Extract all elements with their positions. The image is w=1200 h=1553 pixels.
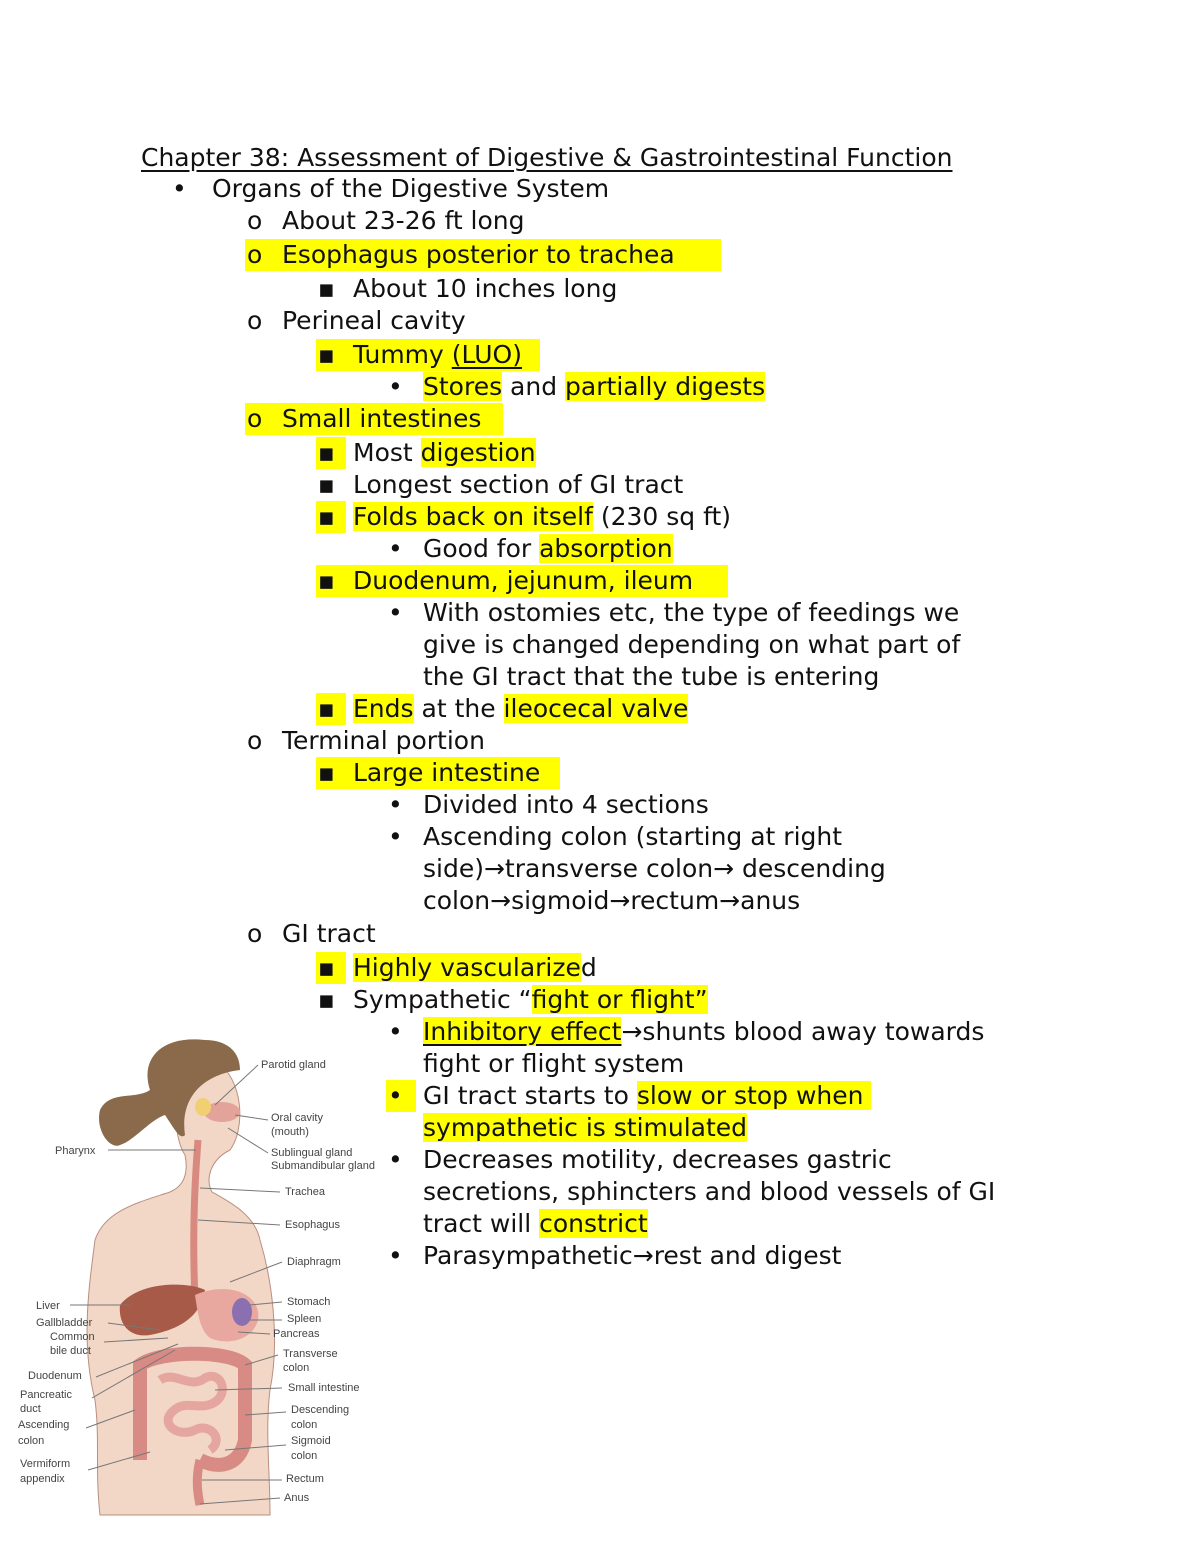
outline-item-tummy [353, 339, 522, 371]
stores-text: Stores [423, 372, 503, 401]
label-gallbladder: Gallbladder [36, 1317, 93, 1329]
ileocecal-text: ileocecal valve [503, 694, 689, 723]
label-transverse-colon: colon [283, 1362, 310, 1374]
outline-item-longest: Longest section of GI tract [353, 470, 684, 499]
outline-item-organs: Organs of the Digestive System [212, 174, 610, 203]
bullet-circle: o [247, 919, 263, 948]
outline-item-ostomies-line3: the GI tract that the tube is entering [423, 662, 880, 691]
label-descending-colon: colon [291, 1419, 318, 1431]
bullet-round: • [388, 534, 403, 563]
outline-item-small-intestines: Small intestines [282, 404, 482, 433]
outline-item-ascending-line1: Ascending colon (starting at right [423, 822, 843, 851]
outline-item-decreases-line2: secretions, sphincters and blood vessels of GI [423, 1177, 996, 1206]
label-oral-cavity: Oral cavity [271, 1112, 323, 1124]
bullet-circle: o [247, 240, 263, 269]
bullet-circle: o [247, 206, 263, 235]
outline-item-terminal: Terminal portion [282, 726, 485, 755]
label-ascending-colon: colon [18, 1435, 45, 1447]
outline-item-large-intestine: Large intestine [353, 758, 541, 787]
label-sigmoid-colon: colon [291, 1450, 318, 1462]
bullet-round: • [388, 790, 403, 819]
bullet-square: ▪ [318, 502, 335, 531]
tract-will-text: tract will [423, 1209, 540, 1238]
outline-item-slow-line2 [423, 1112, 747, 1144]
bullet-square: ▪ [318, 438, 335, 467]
sympathetic-stimulated-text: sympathetic is stimulated [423, 1113, 748, 1142]
label-trachea: Trachea [285, 1186, 325, 1198]
sympathetic-text: Sympathetic “ [353, 985, 532, 1014]
bullet-square: ▪ [318, 985, 335, 1014]
inhibitory-effect-text: Inhibitory effect [423, 1017, 622, 1046]
outline-item-inhibitory-line2: fight or flight system [423, 1049, 685, 1078]
outline-item-inhibitory-line1 [423, 1016, 984, 1048]
label-mouth: (mouth) [271, 1126, 309, 1138]
outline-item-slow-line1 [423, 1080, 871, 1112]
bullet-circle: o [247, 726, 263, 755]
label-parotid-gland: Parotid gland [261, 1059, 326, 1071]
fight-or-flight-text: fight or flight” [531, 985, 708, 1014]
bullet-square: ▪ [318, 953, 335, 982]
label-sigmoid: Sigmoid [291, 1435, 331, 1447]
outline-item-folds [353, 501, 731, 533]
tummy-luo: (LUO) [451, 340, 522, 369]
bullet-round: • [388, 372, 403, 401]
label-liver: Liver [36, 1300, 60, 1312]
tummy-text: Tummy [353, 340, 444, 369]
good-for-text: Good for [423, 534, 540, 563]
label-spleen: Spleen [287, 1313, 322, 1325]
outline-item-perineal: Perineal cavity [282, 306, 466, 335]
label-pancreatic-duct: duct [20, 1403, 41, 1415]
outline-item-duodenum: Duodenum, jejunum, ileum [353, 566, 694, 595]
bullet-round: • [388, 1081, 403, 1110]
outline-item-esophagus: Esophagus posterior to trachea [282, 240, 675, 269]
most-text: Most [353, 438, 421, 467]
outline-item-stores [423, 371, 765, 403]
outline-item-parasympathetic: Parasympathetic→rest and digest [423, 1241, 842, 1270]
at-the-text: at the [413, 694, 504, 723]
outline-item-absorption [423, 533, 673, 565]
label-common: Common [50, 1331, 95, 1343]
parotid-gland [195, 1098, 211, 1116]
highly-vascularize-text: Highly vascularize [353, 953, 581, 982]
bullet-circle: o [247, 306, 263, 335]
label-ascending: Ascending [18, 1419, 70, 1431]
outline-item-ostomies-line2: give is changed depending on what part of [423, 630, 961, 659]
bullet-square: ▪ [318, 758, 335, 787]
label-transverse: Transverse [283, 1348, 338, 1360]
label-stomach: Stomach [287, 1296, 331, 1308]
bullet-circle: o [247, 404, 263, 433]
outline-item-divided: Divided into 4 sections [423, 790, 709, 819]
shunts-text: →shunts blood away towards [621, 1017, 985, 1046]
label-small-intestine: Small intestine [288, 1382, 360, 1394]
slow-stop-text: slow or stop when [636, 1081, 872, 1110]
folds-rest-text: (230 sq ft) [592, 502, 732, 531]
outline-item-ostomies-line1: With ostomies etc, the type of feedings we [423, 598, 960, 627]
digestive-system-figure [0, 1020, 420, 1530]
folds-text: Folds back on itself [353, 502, 593, 531]
bullet-square: ▪ [318, 340, 335, 369]
spleen [232, 1298, 252, 1326]
outline-item-ends [353, 693, 688, 725]
and-text: and [502, 372, 566, 401]
ends-text: Ends [353, 694, 414, 723]
rectum [197, 1460, 200, 1505]
outline-item-gi-tract: GI tract [282, 919, 376, 948]
bullet-square: ▪ [318, 566, 335, 595]
label-pancreas: Pancreas [273, 1328, 320, 1340]
outline-item-vascularized [353, 952, 597, 984]
label-pancreatic: Pancreatic [20, 1389, 72, 1401]
bullet-round: • [388, 1145, 403, 1174]
esophagus [194, 1140, 198, 1300]
label-descending: Descending [291, 1404, 350, 1416]
gi-starts-text: GI tract starts to [423, 1081, 637, 1110]
bullet-square: ▪ [318, 694, 335, 723]
bullet-round: • [172, 174, 187, 203]
digestion-text: digestion [420, 438, 536, 467]
absorption-text: absorption [539, 534, 673, 563]
label-vermiform: Vermiform [20, 1458, 71, 1470]
label-sublingual-gland: Sublingual gland [271, 1147, 353, 1159]
bullet-round: • [388, 822, 403, 851]
label-submandibular-gland: Submandibular gland [271, 1160, 375, 1172]
label-appendix: appendix [20, 1473, 65, 1485]
label-duodenum: Duodenum [28, 1370, 82, 1382]
page-title: Chapter 38: Assessment of Digestive & Gastrointestinal Function [141, 143, 953, 172]
bullet-round: • [388, 1017, 403, 1046]
outline-item-decreases-line1: Decreases motility, decreases gastric [423, 1145, 892, 1174]
outline-item-ascending-line2: side)→transverse colon→ descending [423, 854, 886, 883]
label-anus: Anus [284, 1492, 310, 1504]
bullet-round: • [388, 1241, 403, 1270]
outline-item-sympathetic [353, 984, 708, 1016]
bullet-square: ▪ [318, 470, 335, 499]
label-bile-duct: bile duct [50, 1345, 91, 1357]
constrict-text: constrict [539, 1209, 648, 1238]
label-pharynx: Pharynx [55, 1145, 96, 1157]
outline-item-length: About 23-26 ft long [282, 206, 525, 235]
partially-digests-text: partially digests [565, 372, 766, 401]
outline-item-most-digestion [353, 437, 536, 469]
bullet-round: • [388, 598, 403, 627]
label-rectum: Rectum [286, 1473, 324, 1485]
outline-item-esophagus-length: About 10 inches long [353, 274, 618, 303]
label-esophagus: Esophagus [285, 1219, 341, 1231]
bullet-square: ▪ [318, 274, 335, 303]
outline-item-ascending-line3: colon→sigmoid→rectum→anus [423, 886, 801, 915]
outline-item-decreases-line3 [423, 1208, 648, 1240]
d-text: d [580, 953, 597, 982]
label-diaphragm: Diaphragm [287, 1256, 341, 1268]
